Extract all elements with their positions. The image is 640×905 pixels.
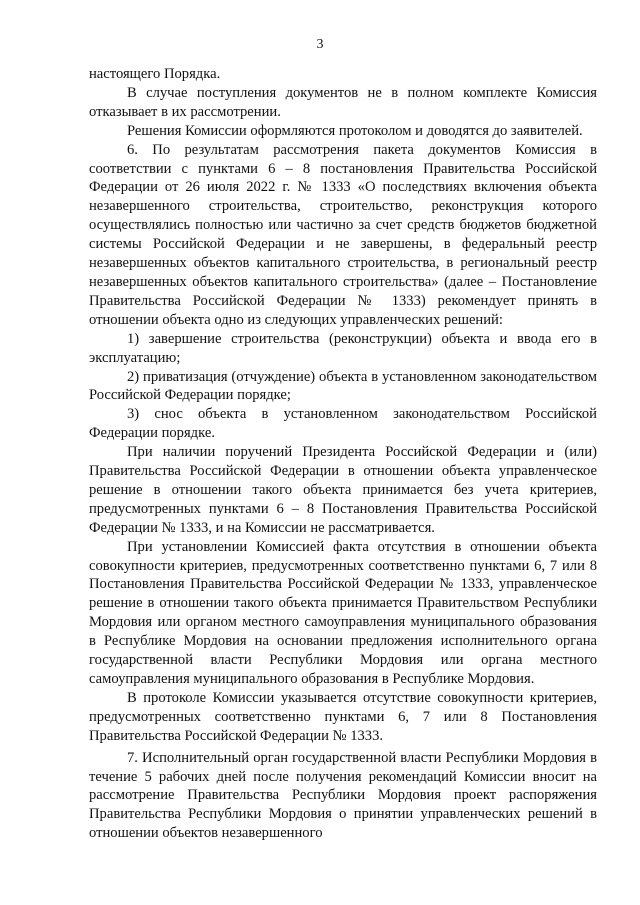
document-body bbox=[89, 65, 597, 843]
paragraph-absence-of-criteria: При установлении Комиссией факта отсутствия в отношении объекта совокупности критериев, предусмотренных соответственно пунктами 6, 7 или 8 Постановления Правительства Российской Федерации № 1333, управленческое решение в отношении такого объекта принимается Правительством Республики Мордовия или органом местного самоуправления муниципального образования в Республике Мордовия на основании предложения исполнительного органа государственной власти Республики Мордовия или органа местного самоуправления муниципального образования в Республике Мордовия. bbox=[89, 538, 597, 687]
list-item-1: 1) завершение строительства (реконструкции) объекта и ввода его в эксплуатацию; bbox=[89, 330, 597, 366]
paragraph-incomplete-documents: В случае поступления документов не в полном комплекте Комиссия отказывает в их рассмотрении. bbox=[89, 84, 597, 120]
list-item-3: 3) снос объекта в установленном законодательством Российской Федерации порядке. bbox=[89, 406, 597, 442]
paragraph-item-6: 6. По результатам рассмотрения пакета документов Комиссия в соответствии с пунктами 6 – 8 постановления Правительства Российской Федерации от 26 июля 2022 г. № 1333 «О последствиях включения объекта незавершенного строительства, строительство, реконструкция которого осуществлялись полностью или частично за счет средств бюджетов бюджетной системы Российской Федерации и не завершены, в федеральный реестр незавершенных объектов капитального строительства, в региональный реестр незавершенных объектов капитального строительства» (далее – Постановление Правительства Российской Федерации № 1333) рекомендует принять в отношении объекта одно из следующих управленческих решений: bbox=[89, 141, 597, 328]
paragraph-continuation: настоящего Порядка. bbox=[89, 66, 221, 82]
list-item-2: 2) приватизация (отчуждение) объекта в установленном законодательством Российской Федерации порядке; bbox=[89, 368, 597, 404]
page-number: 3 bbox=[316, 37, 324, 52]
paragraph-item-7: 7. Исполнительный орган государственной власти Республики Мордовия в течение 5 рабочих дней после получения рекомендаций Комиссии вносит на рассмотрение Правительства Республики Мордовия проект распоряжения Правительства Республики Мордовия о принятии управленческих решений в отношении объектов незавершенного bbox=[89, 749, 597, 842]
paragraph-commission-decisions: Решения Комиссии оформляются протоколом и доводятся до заявителей. bbox=[127, 122, 583, 139]
paragraph-president-orders: При наличии поручений Президента Российской Федерации и (или) Правительства Российской Федерации в отношении объекта управленческое решение в отношении такого объекта принимается без учета критериев, предусмотренных пунктами 6 – 8 Постановления Правительства Российской Федерации № 1333, и на Комиссии не рассматривается. bbox=[89, 444, 597, 536]
paragraph-protocol-note: В протоколе Комиссии указывается отсутствие совокупности критериев, предусмотренных соответственно пунктами 6, 7 или 8 Постановления Правительства Российской Федерации № 1333. bbox=[89, 689, 597, 744]
